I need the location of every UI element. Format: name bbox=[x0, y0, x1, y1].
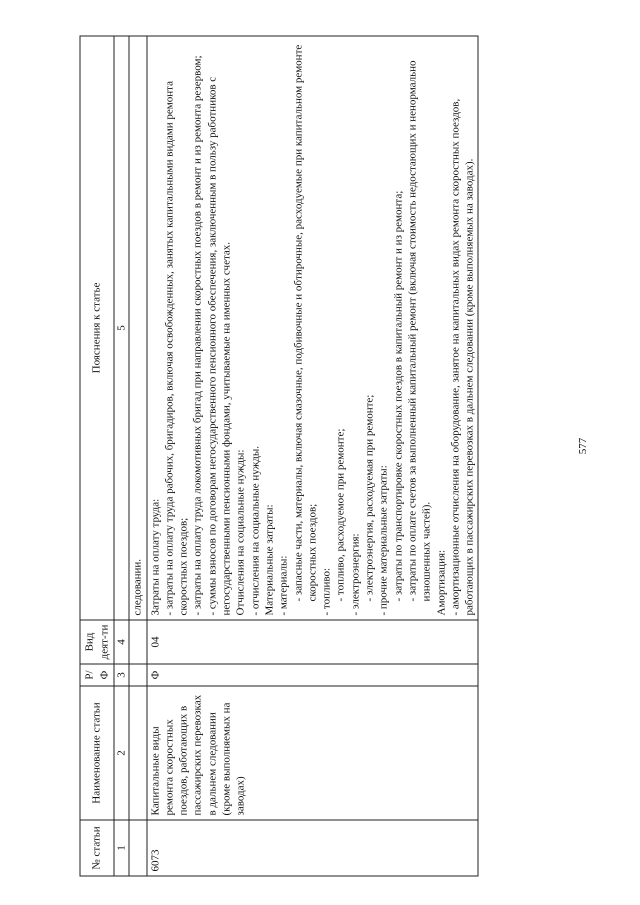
explanation-line: - суммы взносов по договорам негосударственного пенсионного обеспечения, заключенным в пользу работников с негосударственными пенсионными фондами, учитываемые на именных счетах. bbox=[206, 74, 233, 616]
article-number: 6073 bbox=[147, 820, 479, 876]
article-rf: Ф bbox=[147, 664, 479, 686]
header-article-name: Наименование статьи bbox=[80, 686, 114, 820]
explanation-line: Материальные затраты: bbox=[263, 504, 276, 616]
header-explanation: Пояснения к статье bbox=[80, 36, 114, 620]
table-row bbox=[147, 36, 479, 876]
column-number-5: 5 bbox=[114, 36, 129, 620]
explanation-line: - отчисления на социальные нужды. bbox=[249, 446, 262, 616]
explanation-line: - электроэнергия: bbox=[349, 533, 362, 616]
article-activity: 04 bbox=[147, 620, 479, 664]
continuation-cell-4 bbox=[129, 620, 146, 664]
explanation-line: - запасные части, материалы, включая смазочные, подбивочные и обтирочные, расходуемые при капитальном ремонте скоростных поездов; bbox=[292, 41, 319, 602]
explanation-line: Амортизация: bbox=[435, 549, 448, 616]
column-number-2: 2 bbox=[114, 686, 129, 820]
header-article-no: № статьи bbox=[80, 820, 114, 876]
continuation-text: следовании. bbox=[129, 36, 146, 620]
explanation-line: - затраты по транспортировке скоростных поездов в капитальный ремонт и из ремонта; bbox=[392, 190, 405, 602]
article-explanation bbox=[147, 36, 479, 620]
explanation-line: - прочие материальные затраты: bbox=[377, 465, 390, 616]
explanation-line: - затраты по оплате счетов за выполненный капитальный ремонт (включая стоимость недостающих и ненормально изношенных частей). bbox=[406, 57, 433, 602]
continuation-cell-2 bbox=[129, 686, 146, 820]
column-number-3: 3 bbox=[114, 664, 129, 686]
continuation-cell-3 bbox=[129, 664, 146, 686]
header-rf: Р/ Ф bbox=[80, 664, 114, 686]
page-number: 577 bbox=[577, 437, 589, 455]
explanation-line: - затраты на оплату труда локомотивных бригад при направлении скоростных поездов в ремонт и из ремонта резервом; bbox=[191, 55, 204, 616]
column-number-1: 1 bbox=[114, 820, 129, 876]
explanation-line: - затраты на оплату труда рабочих, бригадиров, включая освобожденных, занятых капитальными видами ремонта скоростных поездов; bbox=[163, 78, 190, 616]
column-number-4: 4 bbox=[114, 620, 129, 664]
header-row bbox=[80, 36, 114, 876]
explanation-line: - топливо, расходуемое при ремонте; bbox=[334, 428, 347, 602]
articles-table bbox=[80, 36, 479, 877]
header-activity-type: Вид деят-ти bbox=[80, 620, 114, 664]
column-number-row bbox=[114, 36, 129, 876]
continuation-cell-1 bbox=[129, 820, 146, 876]
explanation-line: - амортизационные отчисления на оборудование, занятое на капитальных видах ремонта скоростных поездов, работающих в пассажирских перевозках в дальнем следовании (кроме выполняемых на заводах). bbox=[449, 96, 476, 616]
explanation-line: Отчисления на социальные нужды: bbox=[234, 449, 247, 616]
explanation-line: - электроэнергия, расходуемая при ремонте; bbox=[363, 394, 376, 602]
explanation-line: Затраты на оплату труда: bbox=[149, 498, 162, 616]
article-name: Капитальные виды ремонта скоростных поездов, работающих в пассажирских перевозках в дальнем следовании (кроме выполняемых на заводах) bbox=[147, 686, 479, 820]
rotated-table-container bbox=[80, 37, 605, 877]
explanation-line: - топливо: bbox=[320, 567, 333, 616]
continuation-row bbox=[129, 36, 146, 876]
explanation-line: - материалы: bbox=[277, 555, 290, 616]
